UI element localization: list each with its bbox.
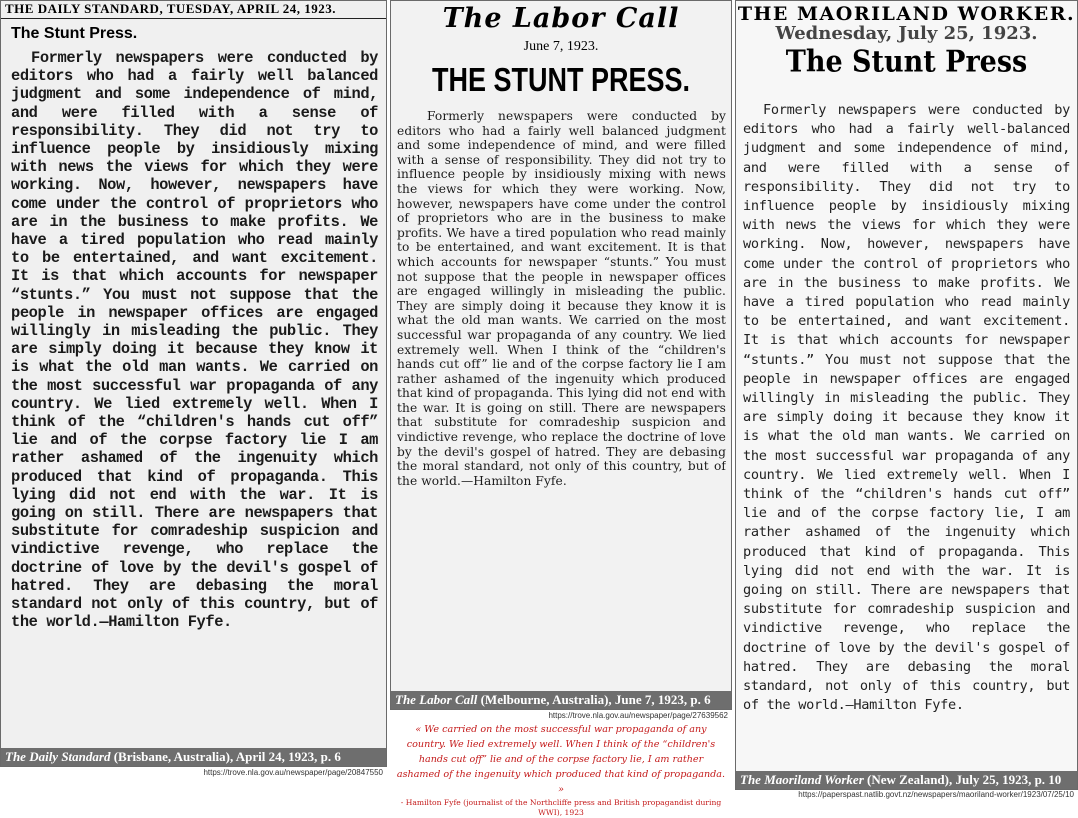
- daily-standard-clipping: [0, 0, 387, 767]
- source-caption: [391, 691, 731, 709]
- caption-details: (New Zealand), July 25, 1923, p. 10: [863, 772, 1062, 787]
- labor-call-clipping: [390, 0, 732, 710]
- masthead: The Labor Call: [442, 3, 680, 34]
- caption-details: (Melbourne, Australia), June 7, 1923, p. 6: [477, 692, 711, 707]
- source-url[interactable]: https://paperspast.natlib.govt.nz/newspapers/maoriland-worker/1923/07/25/10: [798, 790, 1074, 799]
- headline: THE STUNT PRESS.: [431, 61, 691, 99]
- headline: The Stunt Press.: [11, 25, 138, 42]
- article-body: Formerly newspapers were conducted by editors who had a fairly well-balanced judgment and some independence of mind, and were filled with a sense of responsibility. They did not try to influence people by insidiously mixing with news the views for which they were working. Now, however, newspapers have come under the control of proprietors who are in the business to make profits. We have a tired population who read mainly to be entertained, and want excitement. It is that which accounts for newspaper “stunts.” You must not suppose that the people in newspaper offices are engaged willingly in misleading the public. They are simply doing it because they know it is what the old man wants. We carried on the most successful war propaganda of any country. We lied extremely well. When I think of the “children's hands cut off” lie and of the corpse factory lie, I am rather ashamed of the ingenuity which produced that kind of propaganda. This lying did not end with the war. It is going on still. There are newspapers that substitute for comradeship suspicion and vindictive revenge, who replace the doctrine of love by the devil's gospel of hatred. They are debasing the moral standard, not only of this country, but of the world.—Hamilton Fyfe.: [743, 102, 1070, 714]
- quote-attribution: - Hamilton Fyfe (journalist of the Northcliffe press and British propagandist during WWI), 1923: [400, 798, 722, 817]
- quote-box: [390, 720, 732, 817]
- article-body: Formerly newspapers were conducted by editors who had a fairly well balanced judgment and some independence of mind, and were filled with a sense of responsibility. They did not try to influence people by insidiously mixing with news the views for which they were working. Now, however, newspapers have come under the control of proprietors who are in the business to make profits. We have a tired population who read mainly to be entertained, and want excitement. It is that which accounts for newspaper “stunts.” You must not suppose that the people in newspaper offices are engaged willingly in misleading the public. They are simply doing it because they know it is what the old man wants. We carried on the most successful war propaganda of any country. We lied extremely well. When I think of the “children's hands cut off” lie and of the corpse factory lie I am rather ashamed of the ingenuity which produced that kind of propaganda. This lying did not end with the war. It is going on still. There are newspapers that substitute for comradeship suspicion and vindictive revenge, who replace the doctrine of love by the devil's gospel of hatred. They are debasing the moral standard, not only of this country, but of the world.—Hamilton Fyfe.: [397, 109, 726, 488]
- masthead: THE MAORILAND WORKER.: [737, 3, 1076, 25]
- source-url[interactable]: https://trove.nla.gov.au/newspaper/page/20847550: [203, 768, 383, 777]
- source-url[interactable]: https://trove.nla.gov.au/newspaper/page/27639562: [548, 711, 728, 720]
- maoriland-worker-clipping: [735, 0, 1078, 790]
- masthead: THE DAILY STANDARD, TUESDAY, APRIL 24, 1923.: [1, 1, 386, 19]
- issue-date: Wednesday, July 25, 1923.: [775, 23, 1038, 44]
- caption-details: (Brisbane, Australia), April 24, 1923, p. 6: [110, 749, 341, 764]
- publication-name: The Daily Standard: [5, 749, 111, 764]
- issue-date: June 7, 1923.: [523, 39, 599, 54]
- article-body: Formerly newspapers were conducted by editors who had a fairly well balanced judgment and some independence of mind, and were filled with a sense of responsibility. They did not try to influence people by insidiously mixing with news the views for which they were working. Now, however, newspapers have come under the control of proprietors who are in the business to make profits. We have a tired population who read mainly to be entertained, and want excitement. It is that which accounts for newspaper “stunts.” You must not suppose that the people in newspaper offices are engaged willingly in misleading the public. They are simply doing it because they know it is what the old man wants. We carried on the most successful war propaganda of any country. We lied extremely well. When I think of the “children's hands cut off” lie and of the corpse factory lie I am rather ashamed of the ingenuity which produced that kind of propaganda. This lying did not end with the war. It is going on still. There are newspapers that substitute for comradeship suspicion and vindictive revenge, who replace the doctrine of love by the devil's gospel of hatred. They are debasing the moral standard not only of this country, but of the world.—Hamilton Fyfe.: [11, 49, 378, 632]
- source-caption: [736, 771, 1077, 789]
- source-caption: [1, 748, 386, 766]
- publication-name: The Labor Call: [395, 692, 478, 707]
- headline: The Stunt Press: [785, 45, 1028, 80]
- quote-text: « We carried on the most successful war propaganda of any country. We lied extremely well. When I think of the “children's hands cut off” lie and of the corpse factory lie, I am rather ashamed of the ingenuity which produced that kind of propaganda. »: [396, 724, 726, 795]
- publication-name: The Maoriland Worker: [740, 772, 864, 787]
